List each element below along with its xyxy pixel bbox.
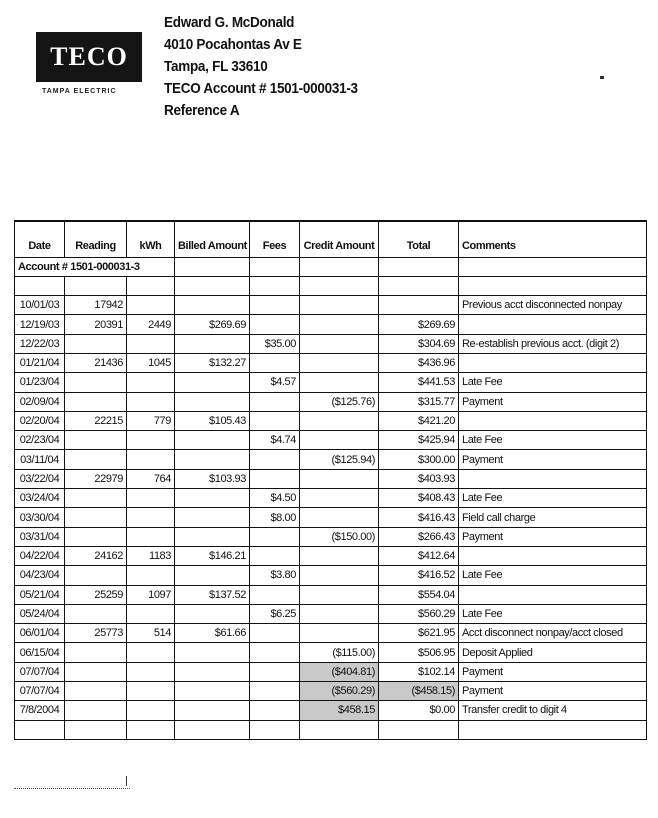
reading-cell: 20391 <box>65 315 127 334</box>
credit-cell <box>300 353 379 372</box>
reading-cell <box>65 431 127 450</box>
total-cell: $560.29 <box>379 604 459 623</box>
logo-subtitle: TAMPA ELECTRIC <box>42 88 117 95</box>
total-cell: $421.20 <box>379 411 459 430</box>
total-cell: $436.96 <box>379 353 459 372</box>
reading-cell <box>65 643 127 662</box>
table-row <box>15 489 647 508</box>
reading-cell <box>65 489 127 508</box>
date-cell: 03/30/04 <box>15 508 65 527</box>
billed-cell <box>175 604 250 623</box>
fees-cell <box>250 296 300 315</box>
account-label: Account # 1501-000031-3 <box>15 257 175 276</box>
fees-cell <box>250 450 300 469</box>
billed-cell: $61.66 <box>175 624 250 643</box>
reading-cell: 25773 <box>65 624 127 643</box>
total-cell: $621.95 <box>379 624 459 643</box>
fees-cell <box>250 643 300 662</box>
fees-cell <box>250 315 300 334</box>
reading-cell <box>65 450 127 469</box>
credit-cell <box>300 469 379 488</box>
comment-cell: Late Fee <box>459 489 647 508</box>
reading-cell <box>65 334 127 353</box>
billed-cell <box>175 431 250 450</box>
reading-cell: 25259 <box>65 585 127 604</box>
logo-wordmark: TECO <box>50 42 128 71</box>
table-row <box>15 315 647 334</box>
reading-cell <box>65 604 127 623</box>
billed-cell <box>175 392 250 411</box>
date-cell: 06/01/04 <box>15 624 65 643</box>
billed-cell <box>175 662 250 681</box>
total-cell: $554.04 <box>379 585 459 604</box>
reading-cell: 21436 <box>65 353 127 372</box>
fees-cell: $4.74 <box>250 431 300 450</box>
kwh-cell: 1183 <box>127 546 175 565</box>
billed-cell <box>175 643 250 662</box>
customer-name: Edward G. McDonald <box>164 14 295 31</box>
table-row <box>15 334 647 353</box>
comment-cell <box>459 585 647 604</box>
date-cell: 04/22/04 <box>15 546 65 565</box>
total-cell: $416.43 <box>379 508 459 527</box>
reading-cell <box>65 508 127 527</box>
comment-cell: Late Fee <box>459 373 647 392</box>
date-cell: 12/22/03 <box>15 334 65 353</box>
date-cell: 06/15/04 <box>15 643 65 662</box>
date-cell: 03/11/04 <box>15 450 65 469</box>
comment-cell <box>459 353 647 372</box>
col-date: Date <box>15 221 65 257</box>
table-row <box>15 392 647 411</box>
fees-cell <box>250 624 300 643</box>
table-row <box>15 643 647 662</box>
table-row <box>15 296 647 315</box>
billed-cell <box>175 527 250 546</box>
fees-cell: $4.50 <box>250 489 300 508</box>
billed-cell <box>175 373 250 392</box>
fees-cell <box>250 527 300 546</box>
date-cell: 7/8/2004 <box>15 701 65 720</box>
date-cell: 12/19/03 <box>15 315 65 334</box>
fees-cell <box>250 392 300 411</box>
billed-cell <box>175 682 250 701</box>
date-cell: 03/24/04 <box>15 489 65 508</box>
billed-cell: $103.93 <box>175 469 250 488</box>
fees-cell: $8.00 <box>250 508 300 527</box>
credit-cell <box>300 296 379 315</box>
kwh-cell <box>127 566 175 585</box>
comment-cell: Re-establish previous acct. (digit 2) <box>459 334 647 353</box>
credit-cell <box>300 508 379 527</box>
credit-cell <box>300 411 379 430</box>
comment-cell <box>459 315 647 334</box>
total-cell: $412.64 <box>379 546 459 565</box>
kwh-cell <box>127 682 175 701</box>
reference-label: Reference A <box>164 102 240 119</box>
date-cell: 03/22/04 <box>15 469 65 488</box>
kwh-cell <box>127 373 175 392</box>
comment-cell: Late Fee <box>459 566 647 585</box>
col-fees: Fees <box>250 221 300 257</box>
col-total: Total <box>379 221 459 257</box>
credit-cell <box>300 566 379 585</box>
reading-cell <box>65 566 127 585</box>
date-cell: 02/09/04 <box>15 392 65 411</box>
table-row <box>15 662 647 681</box>
total-cell: $315.77 <box>379 392 459 411</box>
table-row <box>15 585 647 604</box>
credit-cell: ($125.94) <box>300 450 379 469</box>
col-kwh: kWh <box>127 221 175 257</box>
total-cell: $441.53 <box>379 373 459 392</box>
kwh-cell <box>127 701 175 720</box>
kwh-cell <box>127 604 175 623</box>
date-cell: 07/07/04 <box>15 682 65 701</box>
total-cell: $0.00 <box>379 701 459 720</box>
kwh-cell <box>127 489 175 508</box>
comment-cell: Deposit Applied <box>459 643 647 662</box>
comment-cell <box>459 411 647 430</box>
fees-cell <box>250 469 300 488</box>
credit-cell <box>300 315 379 334</box>
total-cell: ($458.15) <box>379 682 459 701</box>
billed-cell <box>175 296 250 315</box>
reading-cell: 17942 <box>65 296 127 315</box>
account-label-row <box>15 257 647 276</box>
date-cell: 03/31/04 <box>15 527 65 546</box>
total-cell: $266.43 <box>379 527 459 546</box>
kwh-cell: 514 <box>127 624 175 643</box>
total-cell <box>379 296 459 315</box>
kwh-cell: 1097 <box>127 585 175 604</box>
reading-cell <box>65 701 127 720</box>
total-cell: $304.69 <box>379 334 459 353</box>
total-cell: $102.14 <box>379 662 459 681</box>
reading-cell <box>65 392 127 411</box>
comment-cell: Transfer credit to digit 4 <box>459 701 647 720</box>
table-row <box>15 624 647 643</box>
fees-cell <box>250 411 300 430</box>
scan-speck <box>600 76 604 79</box>
kwh-cell: 764 <box>127 469 175 488</box>
fees-cell <box>250 546 300 565</box>
total-cell: $425.94 <box>379 431 459 450</box>
col-reading: Reading <box>65 221 127 257</box>
comment-cell: Acct disconnect nonpay/acct closed <box>459 624 647 643</box>
total-cell: $506.95 <box>379 643 459 662</box>
date-cell: 02/20/04 <box>15 411 65 430</box>
billed-cell <box>175 566 250 585</box>
date-cell: 05/24/04 <box>15 604 65 623</box>
table-row <box>15 546 647 565</box>
comment-cell: Late Fee <box>459 604 647 623</box>
table-row <box>15 353 647 372</box>
reading-cell: 22215 <box>65 411 127 430</box>
credit-cell: ($560.29) <box>300 682 379 701</box>
account-number: TECO Account # 1501-000031-3 <box>164 80 358 97</box>
fees-cell: $6.25 <box>250 604 300 623</box>
credit-cell <box>300 431 379 450</box>
kwh-cell: 1045 <box>127 353 175 372</box>
credit-cell: $458.15 <box>300 701 379 720</box>
date-cell: 10/01/03 <box>15 296 65 315</box>
billed-cell: $132.27 <box>175 353 250 372</box>
kwh-cell <box>127 296 175 315</box>
comment-cell: Payment <box>459 450 647 469</box>
kwh-cell <box>127 662 175 681</box>
fees-cell: $4.57 <box>250 373 300 392</box>
table-row <box>15 431 647 450</box>
kwh-cell: 2449 <box>127 315 175 334</box>
total-cell: $403.93 <box>379 469 459 488</box>
reading-cell: 24162 <box>65 546 127 565</box>
reading-cell <box>65 373 127 392</box>
kwh-cell: 779 <box>127 411 175 430</box>
billed-cell <box>175 334 250 353</box>
reading-cell: 22979 <box>65 469 127 488</box>
date-cell: 07/07/04 <box>15 662 65 681</box>
address-line-2: Tampa, FL 33610 <box>164 58 268 75</box>
kwh-cell <box>127 334 175 353</box>
fees-cell <box>250 701 300 720</box>
col-billed-amount: Billed Amount <box>175 221 250 257</box>
credit-cell <box>300 604 379 623</box>
table-row <box>15 604 647 623</box>
kwh-cell <box>127 392 175 411</box>
reading-cell <box>65 682 127 701</box>
date-cell: 04/23/04 <box>15 566 65 585</box>
table-row <box>15 682 647 701</box>
reading-cell <box>65 527 127 546</box>
table-row <box>15 450 647 469</box>
billed-cell: $105.43 <box>175 411 250 430</box>
teco-logo <box>36 32 142 82</box>
comment-cell: Payment <box>459 662 647 681</box>
date-cell: 01/21/04 <box>15 353 65 372</box>
credit-cell: ($125.76) <box>300 392 379 411</box>
dotted-line <box>14 788 130 789</box>
billed-cell <box>175 489 250 508</box>
total-cell: $300.00 <box>379 450 459 469</box>
billed-cell: $146.21 <box>175 546 250 565</box>
table-row <box>15 527 647 546</box>
kwh-cell <box>127 643 175 662</box>
table-row <box>15 469 647 488</box>
reading-cell <box>65 662 127 681</box>
credit-cell: ($115.00) <box>300 643 379 662</box>
account-ledger-table <box>14 220 647 740</box>
kwh-cell <box>127 431 175 450</box>
comment-cell: Late Fee <box>459 431 647 450</box>
fees-cell <box>250 662 300 681</box>
comment-cell <box>459 546 647 565</box>
billed-cell: $137.52 <box>175 585 250 604</box>
billed-cell <box>175 701 250 720</box>
credit-cell <box>300 546 379 565</box>
credit-cell <box>300 585 379 604</box>
customer-header <box>164 12 358 122</box>
comment-cell: Payment <box>459 392 647 411</box>
credit-cell <box>300 373 379 392</box>
billed-cell: $269.69 <box>175 315 250 334</box>
total-cell: $408.43 <box>379 489 459 508</box>
credit-cell <box>300 334 379 353</box>
fees-cell <box>250 353 300 372</box>
table-row <box>15 373 647 392</box>
comment-cell: Field call charge <box>459 508 647 527</box>
blank-row <box>15 720 647 739</box>
col-comments: Comments <box>459 221 647 257</box>
fees-cell <box>250 585 300 604</box>
date-cell: 05/21/04 <box>15 585 65 604</box>
table-row <box>15 701 647 720</box>
credit-cell: ($404.81) <box>300 662 379 681</box>
comment-cell: Payment <box>459 527 647 546</box>
billed-cell <box>175 450 250 469</box>
kwh-cell <box>127 508 175 527</box>
fees-cell: $35.00 <box>250 334 300 353</box>
table-row <box>15 411 647 430</box>
kwh-cell <box>127 450 175 469</box>
date-cell: 01/23/04 <box>15 373 65 392</box>
total-cell: $416.52 <box>379 566 459 585</box>
fees-cell <box>250 682 300 701</box>
address-line-1: 4010 Pocahontas Av E <box>164 36 302 53</box>
fees-cell: $3.80 <box>250 566 300 585</box>
date-cell: 02/23/04 <box>15 431 65 450</box>
table-row <box>15 508 647 527</box>
blank-row <box>15 276 647 295</box>
header-row <box>15 221 647 257</box>
comment-cell: Previous acct disconnected nonpay <box>459 296 647 315</box>
billed-cell <box>175 508 250 527</box>
tick-mark <box>126 776 127 786</box>
table-row <box>15 566 647 585</box>
credit-cell <box>300 489 379 508</box>
kwh-cell <box>127 527 175 546</box>
total-cell: $269.69 <box>379 315 459 334</box>
comment-cell: Payment <box>459 682 647 701</box>
credit-cell <box>300 624 379 643</box>
col-credit-amount: Credit Amount <box>300 221 379 257</box>
comment-cell <box>459 469 647 488</box>
credit-cell: ($150.00) <box>300 527 379 546</box>
